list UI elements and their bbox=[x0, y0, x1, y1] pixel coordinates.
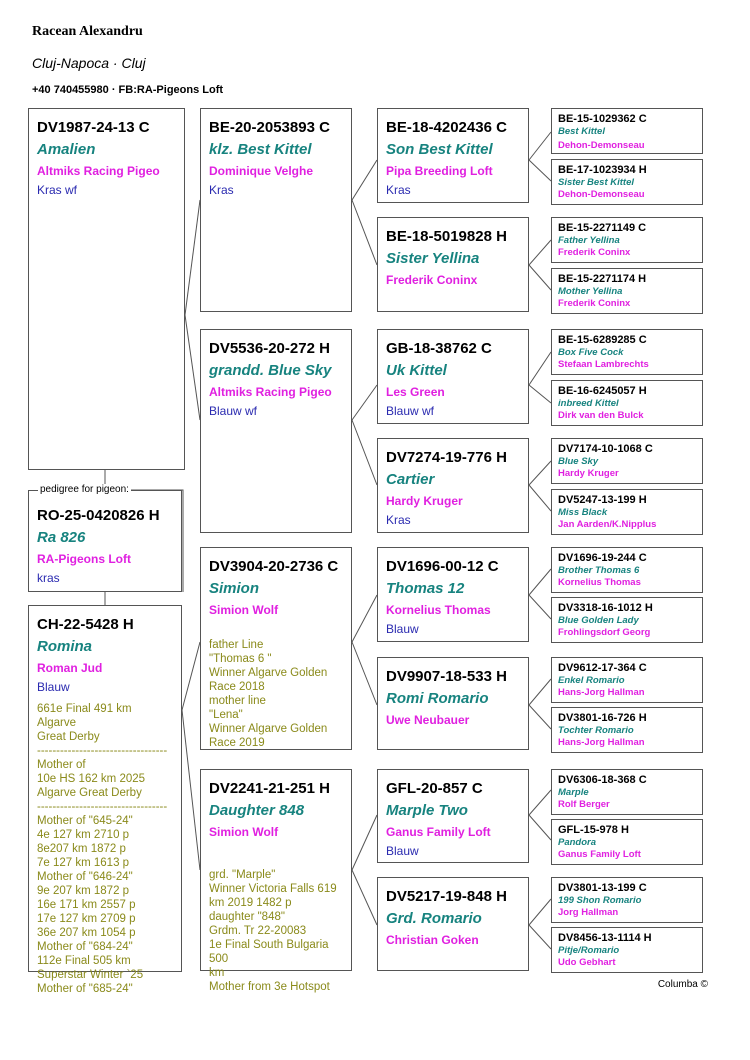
grandparent-card[interactable] bbox=[200, 108, 352, 312]
breeder-name: Kornelius Thomas bbox=[558, 577, 641, 588]
ring-number: DV7274-19-776 H bbox=[386, 449, 507, 466]
great-grandparent-card[interactable] bbox=[377, 217, 529, 312]
ring-number: DV8456-13-1114 H bbox=[558, 932, 652, 944]
breeder-name: Frederik Coninx bbox=[386, 273, 478, 287]
ancestor-card[interactable] bbox=[551, 769, 703, 815]
ring-number: DV3318-16-1012 H bbox=[558, 602, 653, 614]
breeder-name: Uwe Neubauer bbox=[386, 713, 470, 727]
pigeon-name: Sister Best Kittel bbox=[558, 177, 635, 188]
ring-number: BE-15-1029362 C bbox=[558, 113, 647, 125]
ring-number: BE-18-5019828 H bbox=[386, 228, 507, 245]
ring-number: BE-15-2271174 H bbox=[558, 273, 647, 285]
ring-number: BE-18-4202436 C bbox=[386, 119, 507, 136]
ancestor-card[interactable] bbox=[551, 707, 703, 753]
great-grandparent-card[interactable] bbox=[377, 877, 529, 971]
ancestor-card[interactable] bbox=[551, 268, 703, 314]
pigeon-color: Blauw wf bbox=[386, 404, 435, 418]
pigeon-color: Blauw bbox=[386, 844, 419, 858]
breeder-name: Pipa Breeding Loft bbox=[386, 164, 493, 178]
ring-number: DV3801-16-726 H bbox=[558, 712, 647, 724]
pigeon-name: Amalien bbox=[37, 141, 96, 158]
breeder-name: Hardy Kruger bbox=[386, 494, 463, 508]
grandparent-card[interactable] bbox=[200, 329, 352, 533]
ancestor-card[interactable] bbox=[551, 438, 703, 484]
pigeon-name: Brother Thomas 6 bbox=[558, 565, 640, 576]
ancestor-card[interactable] bbox=[551, 597, 703, 643]
breeder-name: Jan Aarden/K.Nipplus bbox=[558, 519, 657, 530]
breeder-name: RA-Pigeons Loft bbox=[37, 552, 131, 566]
pigeon-name: Thomas 12 bbox=[386, 580, 465, 597]
ring-number: DV9612-17-364 C bbox=[558, 662, 647, 674]
ring-number: DV2241-21-251 H bbox=[209, 780, 330, 797]
pigeon-name: inbreed Kittel bbox=[558, 398, 619, 409]
great-grandparent-card[interactable] bbox=[377, 769, 529, 863]
pigeon-name: Blue Golden Lady bbox=[558, 615, 639, 626]
great-grandparent-card[interactable] bbox=[377, 329, 529, 424]
pigeon-name: klz. Best Kittel bbox=[209, 141, 312, 158]
ring-number: BE-20-2053893 C bbox=[209, 119, 330, 136]
ancestor-card[interactable] bbox=[551, 217, 703, 263]
pigeon-color: Kras bbox=[386, 183, 411, 197]
pigeon-color: Blauw wf bbox=[209, 404, 258, 418]
breeder-name: Dominique Velghe bbox=[209, 164, 314, 178]
pigeon-name: Daughter 848 bbox=[209, 802, 305, 819]
breeder-name: Hardy Kruger bbox=[558, 468, 619, 479]
pigeon-name: Blue Sky bbox=[558, 456, 599, 467]
ancestor-card[interactable] bbox=[551, 380, 703, 426]
breeder-name: Les Green bbox=[386, 385, 445, 399]
pigeon-name: Marple Two bbox=[386, 802, 468, 819]
pigeon-name: Marple bbox=[558, 787, 589, 798]
breeder-name: Altmiks Racing Pigeo bbox=[37, 164, 160, 178]
pedigree-label: pedigree for pigeon: bbox=[40, 484, 129, 495]
grandparent-card[interactable] bbox=[200, 769, 352, 993]
breeder-name: Christian Goken bbox=[386, 933, 479, 947]
ring-number: DV5217-19-848 H bbox=[386, 888, 507, 905]
ring-number: DV6306-18-368 C bbox=[558, 774, 647, 786]
pigeon-color: Blauw bbox=[37, 680, 70, 694]
ancestor-card[interactable] bbox=[551, 547, 703, 593]
breeder-name: Frohlingsdorf Georg bbox=[558, 627, 651, 638]
pigeon-name: Ra 826 bbox=[37, 529, 86, 546]
great-grandparent-card[interactable] bbox=[377, 438, 529, 533]
performance-notes: father Line "Thomas 6 " Winner Algarve Golden Race 2018 mother line "Lena" Winner Algarve Golden Race 2019 bbox=[209, 639, 328, 749]
pigeon-name: Box Five Cock bbox=[558, 347, 624, 358]
ancestor-card[interactable] bbox=[551, 927, 703, 973]
breeder-name: Ganus Family Loft bbox=[558, 849, 641, 860]
breeder-name: Rolf Berger bbox=[558, 799, 610, 810]
pigeon-name: Tochter Romario bbox=[558, 725, 634, 736]
pigeon-color: Kras wf bbox=[37, 183, 78, 197]
footer-credit: Columba © bbox=[657, 979, 708, 990]
owner-name: Racean Alexandru bbox=[32, 24, 143, 39]
pigeon-name: Pitje/Romario bbox=[558, 945, 620, 956]
ring-number: GFL-15-978 H bbox=[558, 824, 629, 836]
pigeon-name: Simion bbox=[209, 580, 260, 597]
breeder-name: Roman Jud bbox=[37, 661, 103, 675]
breeder-name: Simion Wolf bbox=[209, 603, 279, 617]
breeder-name: Dirk van den Bulck bbox=[558, 410, 644, 421]
great-grandparent-card[interactable] bbox=[377, 547, 529, 642]
ring-number: RO-25-0420826 H bbox=[37, 507, 160, 524]
breeder-name: Stefaan Lambrechts bbox=[558, 359, 649, 370]
ring-number: GFL-20-857 C bbox=[386, 780, 483, 797]
ancestor-card[interactable] bbox=[551, 108, 703, 154]
breeder-name: Ganus Family Loft bbox=[386, 825, 491, 839]
performance-notes: grd. "Marple" Winner Victoria Falls 619 km 2019 1482 p daughter "848" Grdm. Tr 22-20083 1e Final South Bulgaria 500 km Mother from 3e Hotspot bbox=[209, 869, 337, 993]
breeder-name: Hans-Jorg Hallman bbox=[558, 687, 645, 698]
breeder-name: Simion Wolf bbox=[209, 825, 279, 839]
breeder-name: Kornelius Thomas bbox=[386, 603, 491, 617]
ring-number: GB-18-38762 C bbox=[386, 340, 492, 357]
ring-number: DV1696-00-12 C bbox=[386, 558, 499, 575]
owner-city: Cluj-Napoca · Cluj bbox=[32, 55, 146, 71]
pigeon-name: Pandora bbox=[558, 837, 597, 848]
ancestor-card[interactable] bbox=[551, 819, 703, 865]
subject-card[interactable] bbox=[28, 490, 182, 592]
ancestor-card[interactable] bbox=[551, 877, 703, 923]
pigeon-name: Miss Black bbox=[558, 507, 608, 518]
ring-number: DV5536-20-272 H bbox=[209, 340, 330, 357]
pigeon-name: Enkel Romario bbox=[558, 675, 625, 686]
pigeon-name: Son Best Kittel bbox=[386, 141, 493, 158]
pigeon-name: 199 Shon Romario bbox=[558, 895, 642, 906]
pigeon-color: kras bbox=[37, 571, 60, 585]
great-grandparent-card[interactable] bbox=[377, 108, 529, 203]
breeder-name: Dehon-Demonseau bbox=[558, 189, 645, 200]
breeder-name: Jorg Hallman bbox=[558, 907, 619, 918]
pigeon-color: Kras bbox=[209, 183, 234, 197]
pigeon-name: Father Yellina bbox=[558, 235, 620, 246]
ring-number: BE-17-1023934 H bbox=[558, 164, 647, 176]
pigeon-name: Grd. Romario bbox=[386, 910, 482, 927]
ring-number: BE-15-6289285 C bbox=[558, 334, 647, 346]
ring-number: DV7174-10-1068 C bbox=[558, 443, 653, 455]
breeder-name: Altmiks Racing Pigeo bbox=[209, 385, 332, 399]
ring-number: BE-16-6245057 H bbox=[558, 385, 647, 397]
pigeon-color: Blauw bbox=[386, 622, 419, 636]
father-card[interactable] bbox=[28, 108, 185, 470]
great-grandparent-card[interactable] bbox=[377, 657, 529, 750]
pigeon-name: grandd. Blue Sky bbox=[209, 362, 332, 379]
ring-number: DV1696-19-244 C bbox=[558, 552, 647, 564]
breeder-name: Frederik Coninx bbox=[558, 298, 631, 309]
pigeon-name: Cartier bbox=[386, 471, 435, 488]
ring-number: DV1987-24-13 C bbox=[37, 119, 150, 136]
breeder-name: Hans-Jorg Hallman bbox=[558, 737, 645, 748]
mother-card[interactable] bbox=[28, 605, 182, 995]
breeder-name: Udo Gebhart bbox=[558, 957, 616, 968]
pigeon-color: Kras bbox=[386, 513, 411, 527]
ancestor-card[interactable] bbox=[551, 657, 703, 703]
breeder-name: Dehon-Demonseau bbox=[558, 140, 645, 151]
ring-number: DV9907-18-533 H bbox=[386, 668, 507, 685]
pigeon-name: Mother Yellina bbox=[558, 286, 623, 297]
breeder-name: Frederik Coninx bbox=[558, 247, 631, 258]
ring-number: DV3801-13-199 C bbox=[558, 882, 647, 894]
ring-number: DV3904-20-2736 C bbox=[209, 558, 339, 575]
ancestor-card[interactable] bbox=[551, 329, 703, 375]
ring-number: CH-22-5428 H bbox=[37, 616, 134, 633]
ring-number: BE-15-2271149 C bbox=[558, 222, 647, 234]
ancestor-card[interactable] bbox=[551, 489, 703, 535]
pigeon-name: Romina bbox=[37, 638, 93, 655]
grandparent-card[interactable] bbox=[200, 547, 352, 750]
pigeon-name: Romi Romario bbox=[386, 690, 489, 707]
ring-number: DV5247-13-199 H bbox=[558, 494, 647, 506]
pigeon-name: Uk Kittel bbox=[386, 362, 447, 379]
performance-notes: 661e Final 491 km Algarve Great Derby ---------------------------------- Mother of 10e HS 162 km 2025 Algarve Great Derby ---------------------------------- Mother of "645-24" 4e 127 km 2710 p 8e207 km 1872 p 7e 127 km 1613 p Mother of "646-24" 9e 207 km 1872 p 16e 171 km 2557 p 17e 127 km 2709 p 36e 207 km 1054 p Mother of "684-24" 112e Final 505 km Superstar Winter `25 Mother of "685-24" bbox=[37, 703, 168, 995]
pigeon-name: Sister Yellina bbox=[386, 250, 480, 267]
pigeon-name: Best Kittel bbox=[558, 126, 605, 137]
ancestor-card[interactable] bbox=[551, 159, 703, 205]
owner-contact: +40 740455980 · FB:RA-Pigeons Loft bbox=[32, 84, 224, 96]
